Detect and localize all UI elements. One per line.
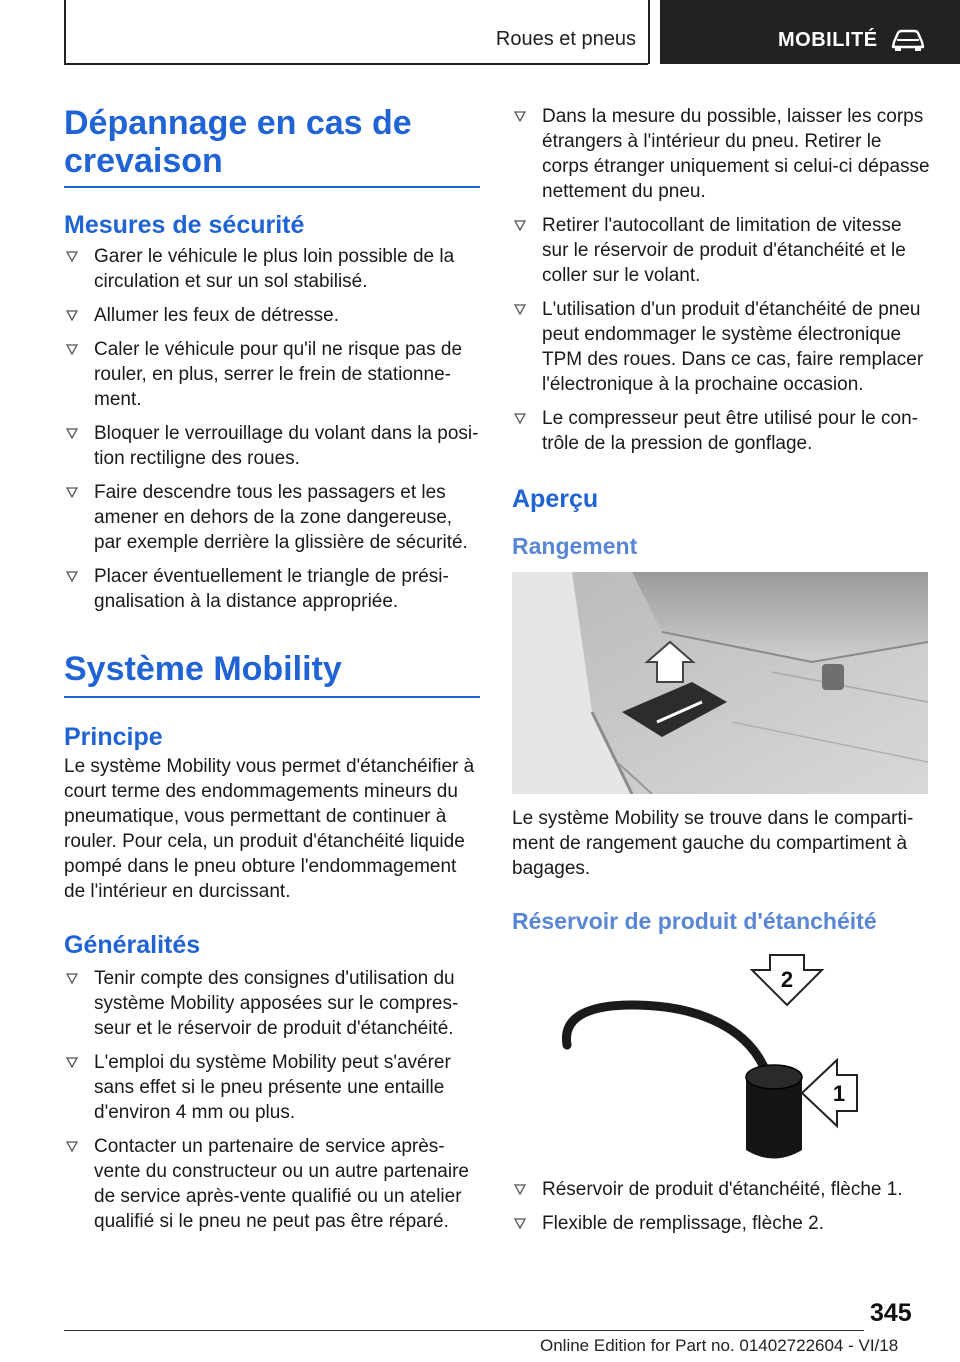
list-item: Garer le véhicule le plus loin possible de la circulation et sur un sol stabilisé.: [64, 244, 480, 294]
header-separator: [648, 0, 650, 64]
left-column: [64, 98, 480, 1234]
triangle-bullet-icon: [66, 487, 78, 498]
storage-heading: Rangement: [512, 533, 638, 559]
reservoir-list: [512, 1177, 930, 1236]
triangle-bullet-icon: [66, 344, 78, 355]
storage-photo: [512, 572, 928, 794]
list-item: Caler le véhicule pour qu'il ne risque pas de rouler, en plus, serrer le frein de stationnement.: [64, 337, 480, 412]
footer-rule: [64, 1330, 864, 1331]
list-item: Faire descendre tous les passagers et les amener en dehors de la zone dangereuse, par exemple derrière la glissière de sécurité.: [64, 480, 480, 555]
header-section-title: Roues et pneus: [495, 28, 636, 50]
list-item: Contacter un partenaire de service après-vente du constructeur ou un autre partenaire de service après-vente qualifié ou un atelier qualifié si le pneu ne peut pas être réparé.: [64, 1134, 480, 1234]
footer-edition: Online Edition for Part no. 01402722604 - VI/18: [540, 1336, 899, 1355]
triangle-bullet-icon: [66, 571, 78, 582]
triangle-bullet-icon: [514, 1184, 526, 1195]
title-rule: [64, 186, 480, 188]
list-item: Le compresseur peut être utilisé pour le contrôle de la pression de gonflage.: [512, 406, 930, 456]
header-chapter-label: MOBILITÉ: [778, 29, 878, 51]
system-title-rule: [64, 696, 480, 698]
reservoir-illustration: [512, 945, 928, 1173]
list-item: Retirer l'autocollant de limitation de vitesse sur le réservoir de produit d'étanchéité et le coller sur le volant.: [512, 213, 930, 288]
header-bottom-border: [64, 63, 648, 65]
trunk-compartment-illustration: [512, 572, 928, 794]
list-item: L'utilisation d'un produit d'étanchéité de pneu peut endommager le système électronique TPM des roues. Dans ce cas, faire remplacer l'électronique à la prochaine occasion.: [512, 297, 930, 397]
storage-text: Le système Mobility se trouve dans le compartiment de rangement gauche du compartiment à bagages.: [512, 808, 914, 879]
triangle-bullet-icon: [514, 111, 526, 122]
list-item: Tenir compte des consignes d'utilisation du système Mobility apposées sur le compresseur et le réservoir de produit d'étanchéité.: [64, 966, 480, 1041]
list-item: Flexible de remplissage, flèche 2.: [512, 1211, 930, 1236]
list-item: L'emploi du système Mobility peut s'avérer sans effet si le pneu présente une entaille d'environ 4 mm ou plus.: [64, 1050, 480, 1125]
principle-heading: Principe: [64, 723, 163, 751]
header-left-border: [64, 0, 66, 64]
list-item: Dans la mesure du possible, laisser les corps étrangers à l'intérieur du pneu. Retirer le corps étranger uniquement si celui-ci dépasse nettement du pneu.: [512, 104, 930, 204]
list-item: Allumer les feux de détresse.: [64, 303, 480, 328]
triangle-bullet-icon: [514, 304, 526, 315]
triangle-bullet-icon: [66, 428, 78, 439]
right-column: [512, 98, 930, 1236]
car-icon: [890, 28, 926, 52]
general-heading: Généralités: [64, 931, 201, 959]
triangle-bullet-icon: [66, 973, 78, 984]
triangle-bullet-icon: [66, 1141, 78, 1152]
system-title: Système Mobility: [64, 650, 342, 688]
sealant-reservoir-drawing: [512, 945, 928, 1173]
callout-1-label: 1: [832, 1081, 846, 1106]
triangle-bullet-icon: [66, 310, 78, 321]
triangle-bullet-icon: [66, 251, 78, 262]
triangle-bullet-icon: [66, 1057, 78, 1068]
list-item: Placer éventuellement le triangle de présignalisation à la distance appropriée.: [64, 564, 480, 614]
triangle-bullet-icon: [514, 220, 526, 231]
safety-heading: Mesures de sécurité: [64, 211, 305, 239]
header-chapter-tab[interactable]: [660, 0, 960, 64]
page-title: Dépannage en cas de crevaison: [64, 104, 412, 180]
triangle-bullet-icon: [514, 413, 526, 424]
triangle-bullet-icon: [514, 1218, 526, 1229]
continued-list: [512, 104, 930, 456]
general-list: [64, 966, 480, 1234]
safety-list: [64, 244, 480, 614]
principle-text: Le système Mobility vous permet d'étanchéifier à court terme des endommagements mineurs du pneumatique, vous permettant de continuer à rouler. Pour cela, un produit d'étanchéité liquide pompé dans le pneu obture l'endommagement de l'intérieur en durcissant.: [64, 756, 475, 902]
list-item: Réservoir de produit d'étanchéité, flèche 1.: [512, 1177, 930, 1202]
page-number: 345: [870, 1299, 912, 1327]
callout-2-label: 2: [780, 967, 794, 992]
reservoir-heading: Réservoir de produit d'étanchéité: [512, 908, 877, 934]
list-item: Bloquer le verrouillage du volant dans la position rectiligne des roues.: [64, 421, 480, 471]
overview-heading: Aperçu: [512, 485, 599, 513]
